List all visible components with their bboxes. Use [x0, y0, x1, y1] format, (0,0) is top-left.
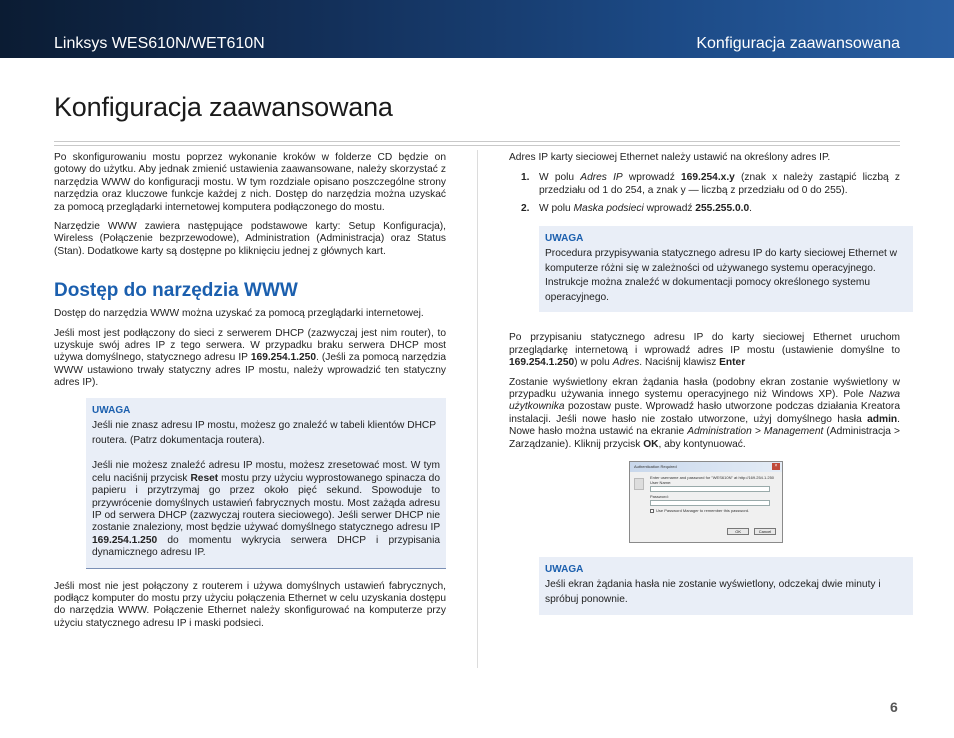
- section-title: Dostęp do narzędzia WWW: [54, 280, 298, 302]
- page-number: 6: [890, 699, 898, 715]
- steps-list: [521, 172, 900, 215]
- username-field: [650, 486, 770, 492]
- password-field: [650, 500, 770, 506]
- note-box-right-1: [539, 226, 913, 313]
- left-column: [54, 152, 446, 637]
- default-ip: 169.254.1.250: [250, 352, 317, 364]
- note-label: UWAGA: [92, 404, 131, 416]
- page-title: Konfiguracja zaawansowana: [54, 92, 393, 122]
- dialog-buttons: [725, 525, 776, 537]
- cancel-button: Cancel: [754, 528, 776, 535]
- note-label: UWAGA: [545, 564, 584, 576]
- header-section: Konfiguracja zaawansowana: [696, 35, 900, 52]
- close-icon: ×: [772, 463, 780, 470]
- note-text: Jeśli ekran żądania hasła nie zostanie wyświetlony, odczekaj dwie minuty i spróbuj ponownie.: [545, 579, 881, 606]
- title-rule-bottom: [54, 145, 900, 146]
- ok-button: OK: [727, 528, 749, 535]
- login-paragraph: Zostanie wyświetlony ekran żądania hasła (podobny ekran zostanie wyświetlony w przypadku używania innego systemu operacyjnego niż Windows XP). Pole Nazwa użytkownika pozostaw puste. Wprowadź hasło utworzone podczas działania Kreatora instalacji. Jeśli nowe hasło nie zostało utworzone, użyj domyślnego hasła admin. Nowe hasło można ustawić na ekranie Administration > Management (Administracja > Zarządzanie). Kliknij przycisk OK, aby kontynuować.: [509, 376, 900, 450]
- dialog-title: Authentication Required: [630, 462, 782, 472]
- note-text: Procedura przypisywania statycznego adresu IP do karty sieciowej Ethernet w komputerze różni się w zależności od używanego systemu operacyjnego. Instrukcje można znaleźć w dokumentacji pomocy określonego systemu operacyjnego.: [545, 248, 898, 303]
- remember-option: Use Password Manager to remember this password.: [650, 508, 778, 513]
- note-paragraph-1: Jeśli nie znasz adresu IP mostu, możesz go znaleźć w tabeli klientów DHCP routera. (Patrz dokumentacja routera).: [92, 420, 436, 446]
- title-rule-top: [54, 141, 900, 142]
- note-label: UWAGA: [545, 232, 584, 244]
- after-assign-paragraph: Po przypisaniu statycznego adresu IP do karty sieciowej Ethernet uruchom przeglądarkę internetową i wprowadź adres IP mostu (ustawienie domyślne to 169.254.1.250) w polu Adres. Naciśnij klawisz Enter: [509, 332, 900, 369]
- intro-paragraph-1: Po skonfigurowaniu mostu poprzez wykonanie kroków w folderze CD będzie on gotowy do użytku. Aby jednak zmienić ustawienia zaawansowane, należy skorzystać z narzędzia WWW do konfiguracji mostu. W tym rozdziale opisano poszczególne strony narzędzia oraz kluczowe funkcje każdej z nich. Dostęp do narzędzia można uzyskać za pomocą przeglądarki internetowej komputera podłączonego do mostu.: [54, 152, 446, 213]
- password-label: Password:: [650, 494, 669, 500]
- note-paragraph-2: Jeśli nie możesz znaleźć adresu IP mostu, możesz zresetować most. W tym celu naciśnij przycisk Reset mostu przy użyciu wyprostowanego spinacza do papieru i przytrzymaj go przez około pięć sekund. Spowoduje to przywrócenie domyślnych ustawień fabrycznych mostu. Most zażąda adresu IP od serwera DHCP (zazwyczaj routera sieciowego). Jeśli serwer DHCP nie zostanie znaleziony, most będzie używać domyślnego statycznego adresu IP 169.254.1.250 do momentu wykrycia serwera DHCP i przypisania dynamicznego adresu IP.: [92, 460, 440, 559]
- note-box-left: [86, 398, 446, 569]
- intro-paragraph-2: Narzędzie WWW zawiera następujące podstawowe karty: Setup Konfiguracja), Wireless (Połączenie bezprzewodowe), Administration (Administracja) oraz Status (Stan). Dodatkowe karty są dostępne po kliknięciu jednej z głównych kart.: [54, 221, 446, 257]
- username-label: User Name:: [650, 480, 672, 486]
- right-intro: Adres IP karty sieciowej Ethernet należy ustawić na określony adres IP.: [509, 152, 831, 163]
- default-ip: 169.254.1.250: [92, 534, 158, 546]
- closing-paragraph: Jeśli most nie jest połączony z routerem i używa domyślnych ustawień fabrycznych, podłącz komputer do mostu przy użyciu połączenia Ethernet w celu uzyskania dostępu do narzędzia WWW. Połączenie Ethernet należy skonfigurować na komputerze przy użyciu statycznego adresu IP i maski podsieci.: [54, 580, 446, 629]
- access-paragraph-1: Dostęp do narzędzia WWW można uzyskać za pomocą przeglądarki internetowej.: [54, 308, 424, 320]
- dialog-prompt: Enter username and password for "WES610N" at http://169.254.1.250: [650, 475, 775, 481]
- page-header: [0, 0, 954, 58]
- list-item: 1. W polu Adres IP wprowadź 169.254.x.y (znak x należy zastąpić liczbą z przedziału od 1 do 254, a znak y — liczbą z przedziału od 0 do 255).: [521, 172, 900, 196]
- list-item: 2. W polu Maska podsieci wprowadź 255.255.0.0.: [521, 203, 752, 215]
- column-divider: [477, 150, 478, 668]
- access-paragraph-2: Jeśli most jest podłączony do sieci z serwerem DHCP (zazwyczaj jest nim router), to uzyskuje swój adres IP z tego serwera. W przypadku braku serwera DHCP most używa domyślnego, statycznego adresu IP 169.254.1.250. (Jeśli za pomocą narzędzia WWW ustawiono trwały statyczny adres IP mostu, należy wprowadzić ten statyczny adres IP).: [54, 327, 446, 389]
- auth-dialog-screenshot: [629, 461, 783, 543]
- reset-button-name: Reset: [190, 472, 219, 484]
- checkbox-icon: [650, 509, 654, 513]
- header-product: Linksys WES610N/WET610N: [54, 35, 265, 52]
- right-column: [509, 152, 900, 615]
- note-box-right-2: [539, 557, 913, 615]
- key-icon: [634, 478, 644, 490]
- dialog-body: [630, 472, 782, 516]
